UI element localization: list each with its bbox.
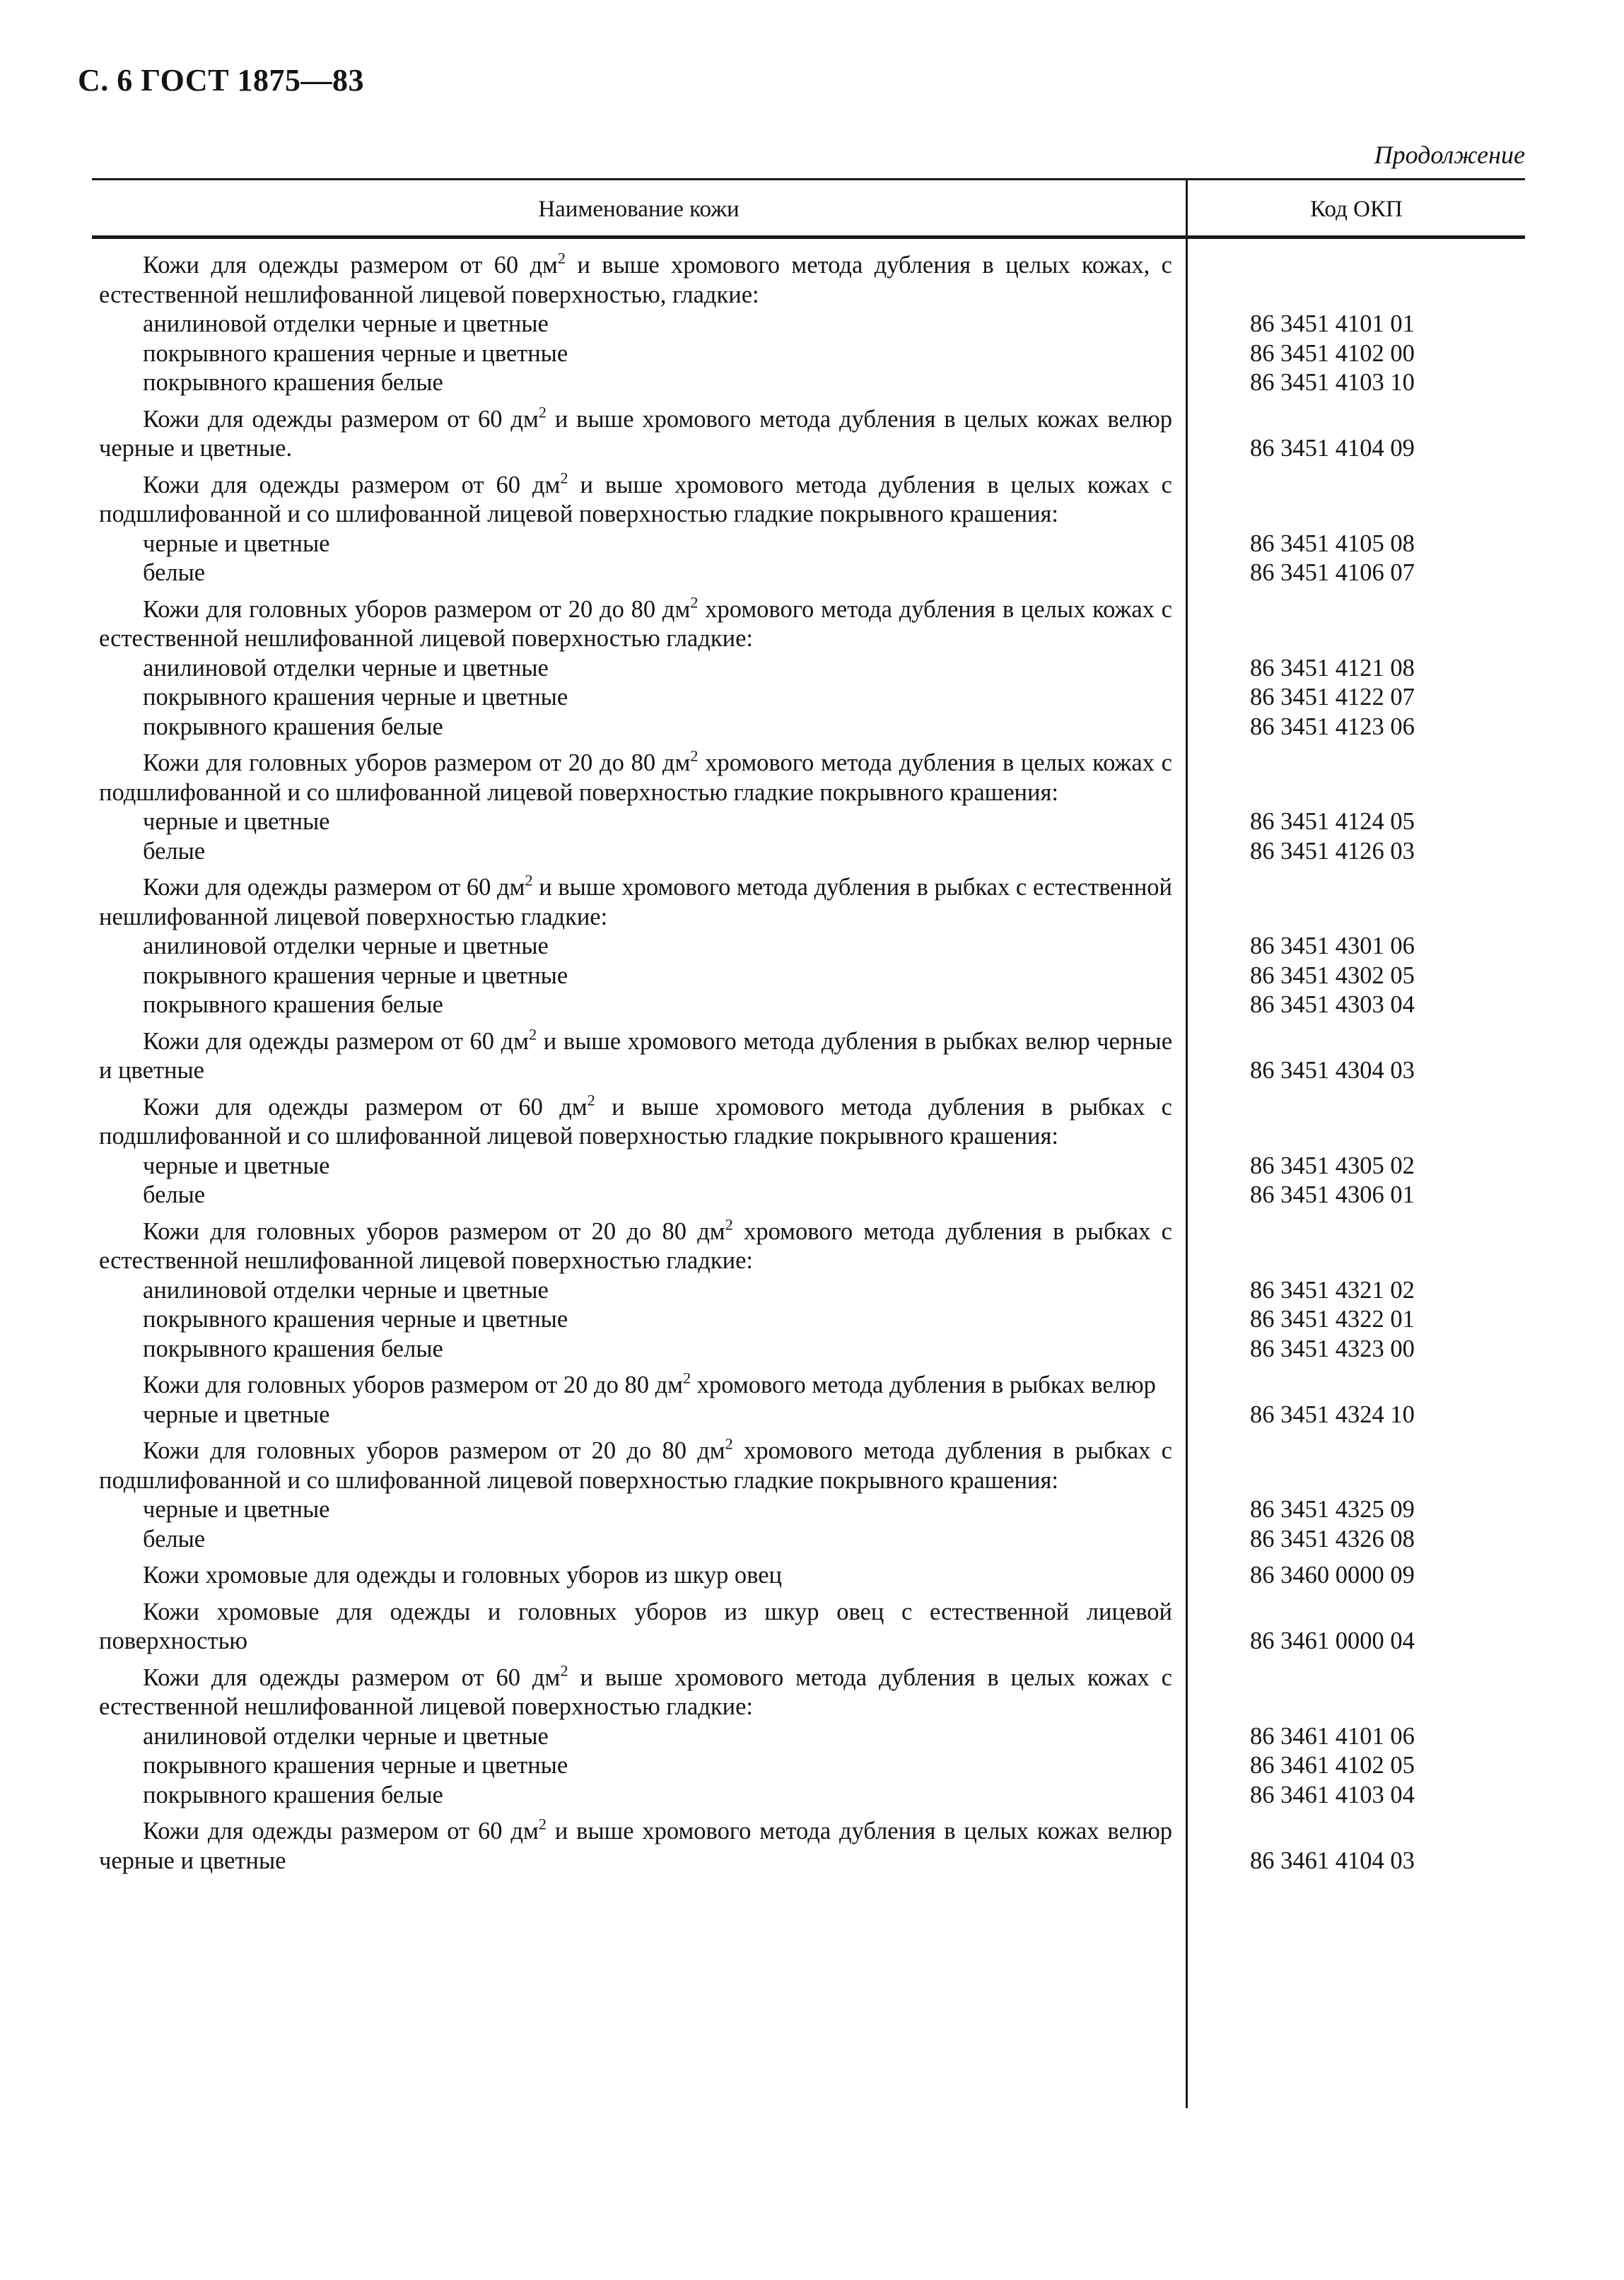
table-row-item — [0, 1751, 1624, 1781]
okp-code: 86 3451 4306 01 — [1250, 1181, 1415, 1208]
table-row-item — [0, 1722, 1624, 1752]
leather-name: покрывного крашения черные и цветные — [143, 339, 568, 367]
leather-name: Кожи для головных уборов размером от 20 до 80 $дм^2$ хромового метода дубления в рыбках велюр — [143, 1369, 1156, 1398]
table-row-group — [0, 251, 1624, 310]
okp-code — [1250, 1664, 1469, 1722]
table-row-group — [0, 1217, 1624, 1276]
leather-name: белые — [143, 1181, 206, 1208]
okp-code: 86 3451 4326 08 — [1250, 1525, 1415, 1553]
okp-code: 86 3451 4101 01 — [1250, 310, 1415, 337]
okp-code: 86 3451 4304 03 — [1250, 1057, 1415, 1084]
table-row-group — [0, 595, 1624, 654]
column-header-name: Наименование кожи — [538, 196, 740, 222]
leather-name: покрывного крашения черные и цветные — [143, 961, 568, 989]
table-row-group — [0, 1561, 1624, 1591]
table-row-item — [0, 368, 1624, 398]
okp-code — [1250, 595, 1469, 654]
okp-code: 86 3451 4303 04 — [1250, 991, 1415, 1018]
leather-name: покрывного крашения белые — [143, 1335, 443, 1362]
table-row-group — [0, 1661, 1624, 1722]
leather-name: анилиновой отделки черные и цветные — [143, 654, 549, 682]
table-row-item — [0, 1152, 1624, 1181]
leather-name: Кожи хромовые для одежды и головных уборов из шкур овец с естественной лицевой поверхностью — [99, 1598, 1172, 1654]
leather-name: белые — [143, 1525, 206, 1553]
table-row-group — [0, 405, 1624, 464]
leather-name: анилиновой отделки черные и цветные — [143, 1722, 549, 1750]
leather-name: белые — [143, 559, 206, 586]
okp-code: 86 3451 4106 07 — [1250, 559, 1415, 586]
leather-name: Кожи для головных уборов размером от 20 до 80 $дм^2$ хромового метода дубления в целых кожах с естественной нешлифованной лицевой поверхностью гладкие: — [99, 593, 1172, 652]
leather-name: Кожи для одежды размером от 60 $дм^2$ и выше хромового метода дубления в рыбках велюр черные и цветные — [99, 1025, 1173, 1084]
table-row-group — [0, 471, 1624, 530]
okp-code: 86 3451 4302 05 — [1250, 961, 1415, 989]
okp-code: 86 3460 0000 09 — [1250, 1562, 1415, 1589]
okp-code: 86 3451 4105 08 — [1250, 530, 1415, 557]
leather-name: белые — [143, 837, 206, 865]
table-row-group — [0, 1027, 1624, 1086]
okp-code — [1250, 1217, 1469, 1276]
leather-name: покрывного крашения белые — [143, 1781, 443, 1808]
leather-name: покрывного крашения черные и цветные — [143, 684, 568, 711]
okp-code — [1250, 1371, 1469, 1401]
okp-code: 86 3451 4124 05 — [1250, 808, 1415, 835]
okp-code: 86 3451 4301 06 — [1250, 933, 1415, 959]
leather-name: покрывного крашения черные и цветные — [143, 1306, 568, 1333]
table-row-item — [0, 990, 1624, 1020]
leather-name: Кожи для одежды размером от 60 $дм^2$ и выше хромового метода дубления в рыбках с подшлифованной и со шлифованной лицевой поверхностью гладкие покрывного крашения: — [99, 1091, 1172, 1150]
table-row-item — [0, 807, 1624, 837]
leather-name: черные и цветные — [143, 808, 330, 835]
table-row-item — [0, 1335, 1624, 1364]
leather-name: Кожи хромовые для одежды и головных уборов из шкур овец — [143, 1562, 783, 1589]
okp-code: 86 3461 4102 05 — [1250, 1752, 1415, 1779]
okp-code: 86 3451 4121 08 — [1250, 654, 1415, 682]
leather-name: черные и цветные — [143, 1496, 330, 1523]
table-header-rule — [92, 235, 1525, 239]
table-row-item — [0, 932, 1624, 961]
okp-code — [1250, 471, 1469, 530]
leather-name: Кожи для одежды размером от 60 $дм^2$ и выше хромового метода дубления в целых кожах велюр черные и цветные. — [99, 403, 1172, 462]
okp-code: 86 3451 4321 02 — [1250, 1276, 1415, 1304]
okp-code: 86 3451 4323 00 — [1250, 1335, 1415, 1362]
okp-code: 86 3461 4103 04 — [1250, 1781, 1415, 1808]
table-row-group — [0, 1817, 1624, 1876]
leather-name: анилиновой отделки черные и цветные — [143, 1276, 549, 1304]
table-row-item — [0, 1181, 1624, 1210]
leather-name: черные и цветные — [143, 1401, 330, 1428]
table-row-item — [0, 1276, 1624, 1306]
table-row-item — [0, 559, 1624, 588]
okp-code: 86 3451 4325 09 — [1250, 1496, 1415, 1523]
table-row-group — [0, 1093, 1624, 1152]
continued-label: Продолжение — [1374, 141, 1525, 169]
table-row-item — [0, 1305, 1624, 1335]
leather-name: Кожи для головных уборов размером от 20 до 80 $дм^2$ хромового метода дубления в рыбках с подшлифованной и со шлифованной лицевой поверхностью гладкие покрывного крашения: — [99, 1434, 1172, 1494]
okp-code — [1250, 749, 1469, 807]
column-header-code: Код ОКП — [1310, 196, 1403, 222]
okp-code: 86 3451 4322 01 — [1250, 1306, 1415, 1333]
okp-code — [1250, 251, 1469, 310]
leather-name: Кожи для одежды размером от 60 $дм^2$ и выше хромового метода дубления в рыбках с естественной нешлифованной лицевой поверхностью гладкие: — [99, 871, 1172, 930]
okp-code: 86 3451 4324 10 — [1250, 1401, 1415, 1428]
table-row-group — [0, 1434, 1624, 1495]
leather-name: Кожи для одежды размером от 60 $дм^2$ и выше хромового метода дубления в целых кожах велюр черные и цветные — [99, 1815, 1172, 1874]
leather-name: покрывного крашения белые — [143, 991, 443, 1018]
table-row-item — [0, 1781, 1624, 1811]
table-row-item — [0, 530, 1624, 559]
okp-code — [1250, 1437, 1469, 1495]
leather-name: анилиновой отделки черные и цветные — [143, 933, 549, 959]
leather-name: черные и цветные — [143, 1152, 330, 1179]
leather-name: покрывного крашения черные и цветные — [143, 1752, 568, 1779]
okp-code — [1250, 873, 1469, 932]
table-row-item — [0, 837, 1624, 867]
table-row-item — [0, 339, 1624, 369]
okp-code — [1250, 1093, 1469, 1152]
table-row-item — [0, 1401, 1624, 1430]
okp-code: 86 3461 4101 06 — [1250, 1722, 1415, 1750]
leather-name: покрывного крашения белые — [143, 369, 443, 396]
leather-name: Кожи для одежды размером от 60 $дм^2$ и выше хромового метода дубления в целых кожах, с естественной нешлифованной лицевой поверхностью, гладкие: — [99, 249, 1172, 308]
okp-code: 86 3451 4305 02 — [1250, 1152, 1415, 1179]
okp-code: 86 3451 4126 03 — [1250, 837, 1415, 865]
okp-code: 86 3451 4104 09 — [1250, 435, 1415, 462]
table-top-rule — [92, 178, 1525, 180]
leather-name: покрывного крашения белые — [143, 713, 443, 740]
okp-code: 86 3461 0000 04 — [1250, 1627, 1415, 1654]
table-row-item — [0, 654, 1624, 684]
table-body — [0, 244, 1624, 1876]
table-row-item — [0, 683, 1624, 713]
okp-code: 86 3461 4104 03 — [1250, 1847, 1415, 1874]
leather-name: Кожи для одежды размером от 60 $дм^2$ и выше хромового метода дубления в целых кожах с подшлифованной и со шлифованной лицевой поверхностью гладкие покрывного крашения: — [99, 469, 1172, 527]
table-row-item — [0, 713, 1624, 742]
leather-name: черные и цветные — [143, 530, 330, 557]
leather-name: Кожи для головных уборов размером от 20 до 80 $дм^2$ хромового метода дубления в рыбках с естественной нешлифованной лицевой поверхностью гладкие: — [99, 1215, 1172, 1274]
okp-code: 86 3451 4123 06 — [1250, 713, 1415, 740]
okp-code: 86 3451 4122 07 — [1250, 684, 1415, 711]
table-row-group — [0, 1371, 1624, 1401]
okp-code: 86 3451 4103 10 — [1250, 369, 1415, 396]
table-row-group — [0, 749, 1624, 807]
table-row-item — [0, 1495, 1624, 1525]
table-row-item — [0, 961, 1624, 991]
table-row-group — [0, 1598, 1624, 1656]
table-row-group — [0, 873, 1624, 932]
table-row-item — [0, 310, 1624, 339]
leather-name: Кожи для одежды размером от 60 $дм^2$ и выше хромового метода дубления в целых кожах с естественной нешлифованной лицевой поверхностью гладкие: — [99, 1661, 1172, 1720]
okp-code: 86 3451 4102 00 — [1250, 339, 1415, 367]
leather-name: анилиновой отделки черные и цветные — [143, 310, 549, 337]
leather-name: Кожи для головных уборов размером от 20 до 80 $дм^2$ хромового метода дубления в целых кожах с подшлифованной и со шлифованной лицевой поверхностью гладкие покрывного крашения: — [99, 747, 1172, 806]
page-header: С. 6 ГОСТ 1875—83 — [78, 63, 365, 98]
table-row-item — [0, 1525, 1624, 1555]
